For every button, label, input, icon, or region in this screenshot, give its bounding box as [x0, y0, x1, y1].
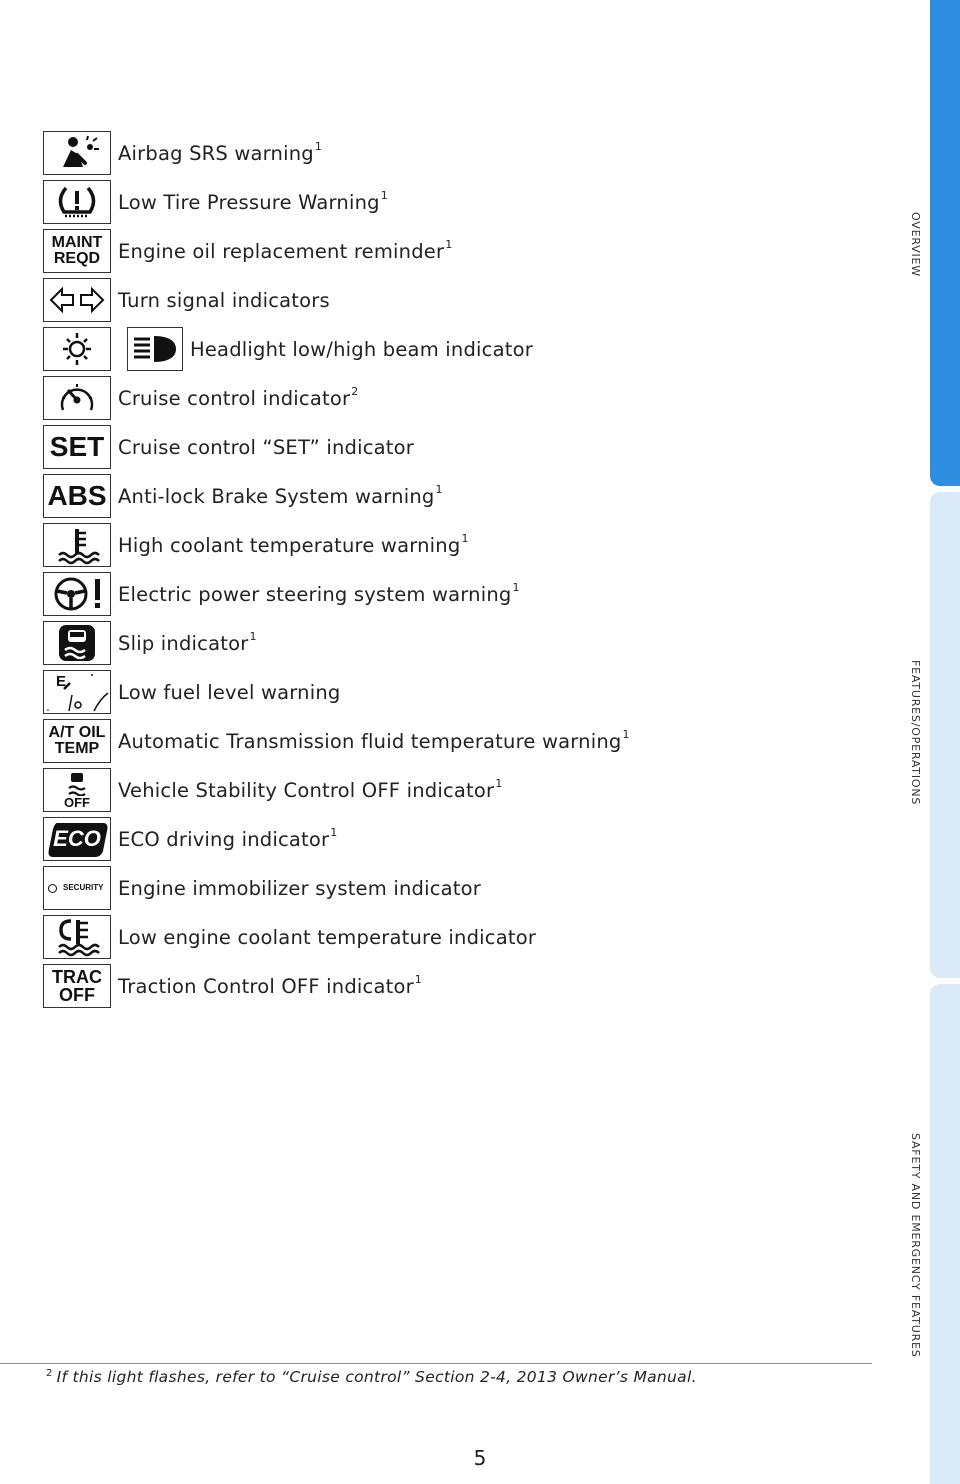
page-number: 5 — [473, 1446, 487, 1470]
indicator-label: Slip indicator$^1$ — [118, 629, 257, 655]
security-lamp-icon — [48, 884, 57, 893]
low-fuel-icon — [43, 670, 111, 714]
indicator-label: Headlight low/high beam indicator — [190, 337, 533, 361]
low-coolant-temp-icon — [43, 915, 111, 959]
turn-signal-icon — [43, 278, 111, 322]
indicator-row — [43, 963, 863, 1009]
indicator-row — [43, 375, 863, 421]
indicator-row — [43, 228, 863, 274]
high-beam-icon — [127, 327, 183, 371]
indicator-label: Electric power steering system warning$^1$ — [118, 580, 520, 606]
cruise-set-icon — [43, 425, 111, 469]
at-oil-text: A/T OIL — [48, 724, 106, 741]
indicator-row — [43, 522, 863, 568]
indicator-label: Airbag SRS warning$^1$ — [118, 139, 323, 165]
indicator-row — [43, 277, 863, 323]
abs-text: ABS — [47, 480, 107, 511]
abs-icon — [43, 474, 111, 518]
security-icon — [43, 866, 111, 910]
tab-features-operations[interactable] — [930, 492, 960, 978]
indicator-label: Engine oil replacement reminder$^1$ — [118, 237, 453, 263]
set-text: SET — [49, 431, 105, 462]
trac-off-icon — [43, 964, 111, 1008]
tire-pressure-icon — [43, 180, 111, 224]
indicator-label: Automatic Transmission fluid temperature warning$^1$ — [118, 727, 630, 753]
indicator-row — [43, 767, 863, 813]
indicator-label: ECO driving indicator$^1$ — [118, 825, 338, 851]
indicator-row — [43, 179, 863, 225]
temp-text: TEMP — [54, 740, 100, 757]
vsc-off-icon — [43, 768, 111, 812]
tab-label-features: FEATURES/OPERATIONS — [909, 660, 922, 806]
fuel-e-text: E — [56, 673, 67, 690]
indicator-row — [43, 669, 863, 715]
indicator-row — [43, 326, 863, 372]
indicator-row — [43, 718, 863, 764]
indicator-label: Turn signal indicators — [118, 288, 330, 312]
footnote — [46, 1368, 697, 1386]
slip-indicator-icon — [43, 621, 111, 665]
indicator-label: High coolant temperature warning$^1$ — [118, 531, 469, 557]
indicator-row — [43, 865, 863, 911]
indicator-row — [43, 571, 863, 617]
reqd-text: REQD — [53, 250, 101, 267]
headlight-low-icon — [43, 327, 111, 371]
eco-text: ECO — [53, 826, 101, 851]
security-text: SECURITY — [63, 883, 104, 892]
high-coolant-temp-icon — [43, 523, 111, 567]
airbag-icon — [43, 131, 111, 175]
indicator-row — [43, 914, 863, 960]
indicator-row — [43, 473, 863, 519]
indicator-label: Cruise control “SET” indicator — [118, 435, 414, 459]
cruise-control-icon — [43, 376, 111, 420]
indicator-list — [43, 130, 863, 1012]
indicator-row — [43, 620, 863, 666]
indicator-row — [43, 424, 863, 470]
indicator-label: Engine immobilizer system indicator — [118, 876, 481, 900]
trac-text: TRAC — [52, 967, 102, 987]
section-tabs — [930, 0, 960, 1484]
indicator-label: Cruise control indicator$^2$ — [118, 384, 359, 410]
eco-icon — [43, 817, 111, 861]
tab-label-safety: SAFETY AND EMERGENCY FEATURES — [909, 1133, 922, 1358]
tab-overview[interactable] — [930, 0, 960, 486]
indicator-label: Low engine coolant temperature indicator — [118, 925, 537, 949]
at-oil-temp-icon — [43, 719, 111, 763]
indicator-label: Low Tire Pressure Warning$^1$ — [118, 188, 388, 214]
footnote-text: If this light flashes, refer to “Cruise control” Section 2-4, 2013 Owner’s Manual. — [56, 1368, 697, 1387]
vsc-off-text: OFF — [64, 794, 90, 810]
tab-label-overview: OVERVIEW — [909, 212, 922, 277]
maint-reqd-icon — [43, 229, 111, 273]
indicator-label: Low fuel level warning — [118, 680, 341, 704]
indicator-label: Vehicle Stability Control OFF indicator$^1$ — [118, 776, 503, 802]
tab-safety-emergency[interactable] — [930, 984, 960, 1484]
indicator-row — [43, 816, 863, 862]
maint-text: MAINT — [51, 234, 103, 251]
indicator-label: Anti-lock Brake System warning$^1$ — [118, 482, 443, 508]
trac-off-text: OFF — [59, 985, 95, 1005]
power-steering-icon — [43, 572, 111, 616]
footnote-marker: 2 — [46, 1368, 53, 1379]
indicator-label: Traction Control OFF indicator$^1$ — [118, 972, 422, 998]
indicator-row — [43, 130, 863, 176]
footnote-divider — [0, 1363, 872, 1364]
